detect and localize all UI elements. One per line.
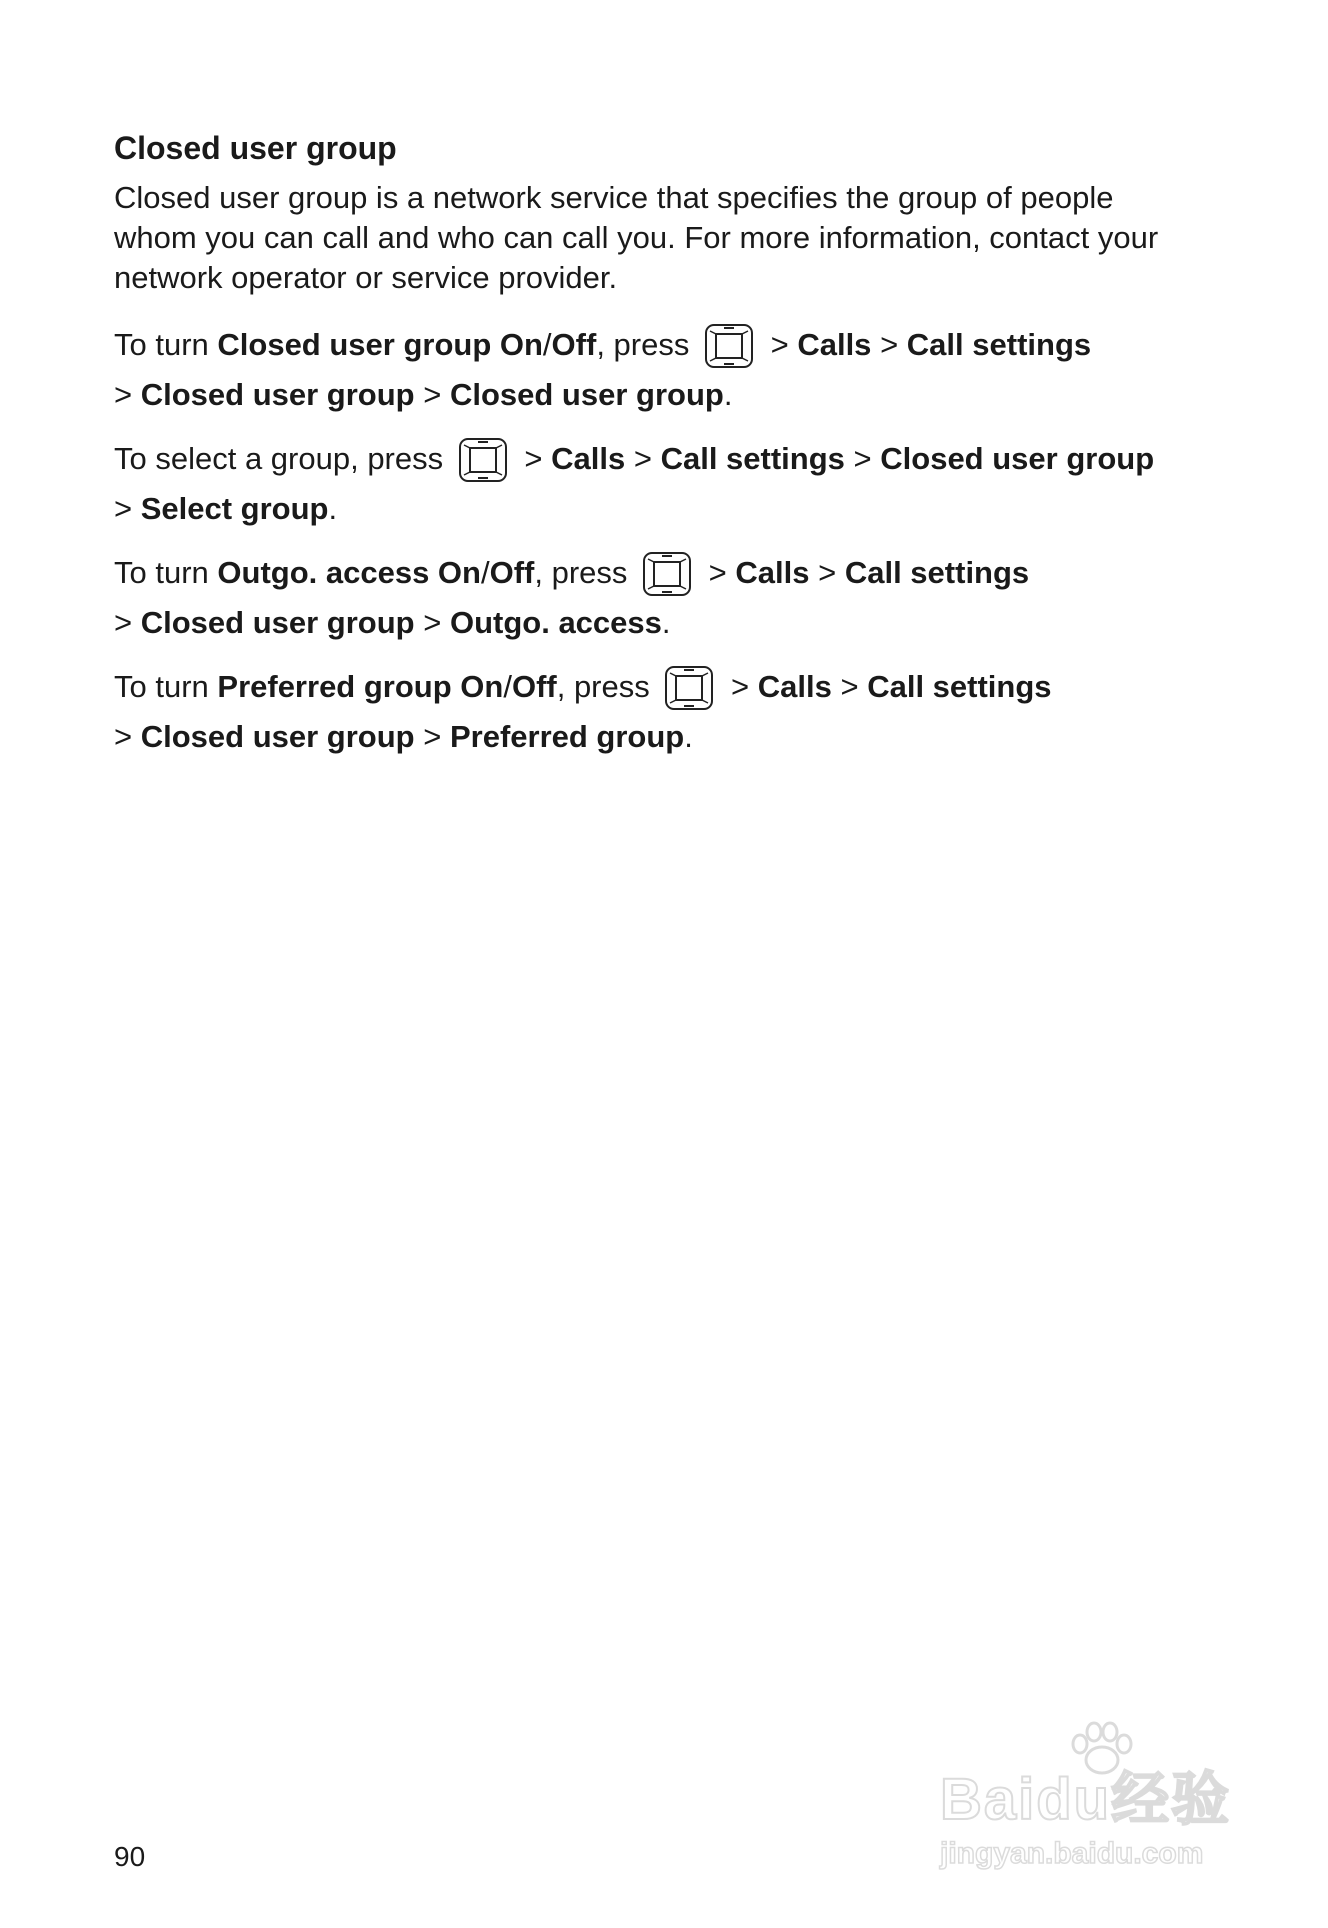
step-slash: /: [480, 555, 490, 590]
step-press: , press: [596, 327, 690, 362]
period: .: [684, 719, 693, 754]
step-outgo-access: [114, 548, 1174, 648]
path-item: Closed user group: [140, 605, 415, 640]
separator: >: [708, 555, 727, 590]
step-prefix: To turn: [114, 669, 218, 704]
separator: >: [818, 555, 837, 590]
separator: >: [731, 669, 750, 704]
path-item: Call settings: [906, 327, 1092, 362]
step-prefix: To turn: [114, 555, 218, 590]
separator: >: [853, 441, 872, 476]
path-item: Calls: [735, 555, 810, 590]
path-item: Closed user group: [449, 377, 724, 412]
separator: >: [633, 441, 652, 476]
step-feature: Closed user group On: [217, 327, 543, 362]
step-press: , press: [534, 555, 628, 590]
step-slash: /: [503, 669, 512, 704]
separator: >: [524, 441, 543, 476]
step-select-group: [114, 434, 1174, 534]
separator: >: [423, 377, 442, 412]
separator: >: [114, 491, 133, 526]
path-item: Call settings: [844, 555, 1030, 590]
step-feature-off: Off: [511, 669, 557, 704]
step-feature: Outgo. access On: [217, 555, 481, 590]
separator: >: [770, 327, 789, 362]
path-item: Preferred group: [449, 719, 685, 754]
path-item: Calls: [551, 441, 626, 476]
separator: >: [114, 605, 133, 640]
manual-page: [114, 128, 1174, 776]
separator: >: [840, 669, 859, 704]
path-item: Closed user group: [140, 719, 415, 754]
step-prefix: To select a group, press: [114, 441, 444, 476]
menu-key-icon: [458, 437, 508, 483]
separator: >: [423, 605, 442, 640]
path-item: Outgo. access: [449, 605, 662, 640]
baidu-watermark: [940, 1720, 1280, 1870]
watermark-url: jingyan.baidu.com: [940, 1837, 1204, 1870]
menu-key-icon: [704, 323, 754, 369]
path-item: Select group: [140, 491, 329, 526]
path-item: Calls: [757, 669, 832, 704]
path-item: Closed user group: [880, 441, 1155, 476]
menu-key-icon: [664, 665, 714, 711]
separator: >: [114, 377, 133, 412]
step-feature-off: Off: [489, 555, 535, 590]
step-preferred-group: [114, 662, 1174, 762]
separator: >: [880, 327, 899, 362]
separator: >: [114, 719, 133, 754]
watermark-logo-text: Baidu经验: [940, 1767, 1232, 1832]
section-heading: Closed user group: [114, 130, 397, 166]
path-item: Calls: [797, 327, 872, 362]
step-feature-off: Off: [551, 327, 597, 362]
step-press: , press: [556, 669, 650, 704]
path-item: Call settings: [867, 669, 1052, 704]
step-slash: /: [542, 327, 552, 362]
menu-key-icon: [642, 551, 692, 597]
step-feature: Preferred group On: [217, 669, 504, 704]
path-item: Call settings: [660, 441, 845, 476]
page-number: 90: [114, 1841, 146, 1872]
path-item: Closed user group: [140, 377, 415, 412]
intro-paragraph: Closed user group is a network service that specifies the group of people whom you can call and who can call you. For more information, contact your network operator or service provider.: [114, 180, 1159, 295]
step-closed-user-group: [114, 320, 1174, 420]
period: .: [328, 491, 338, 526]
period: .: [723, 377, 733, 412]
step-prefix: To turn: [114, 327, 218, 362]
separator: >: [423, 719, 442, 754]
period: .: [661, 605, 671, 640]
